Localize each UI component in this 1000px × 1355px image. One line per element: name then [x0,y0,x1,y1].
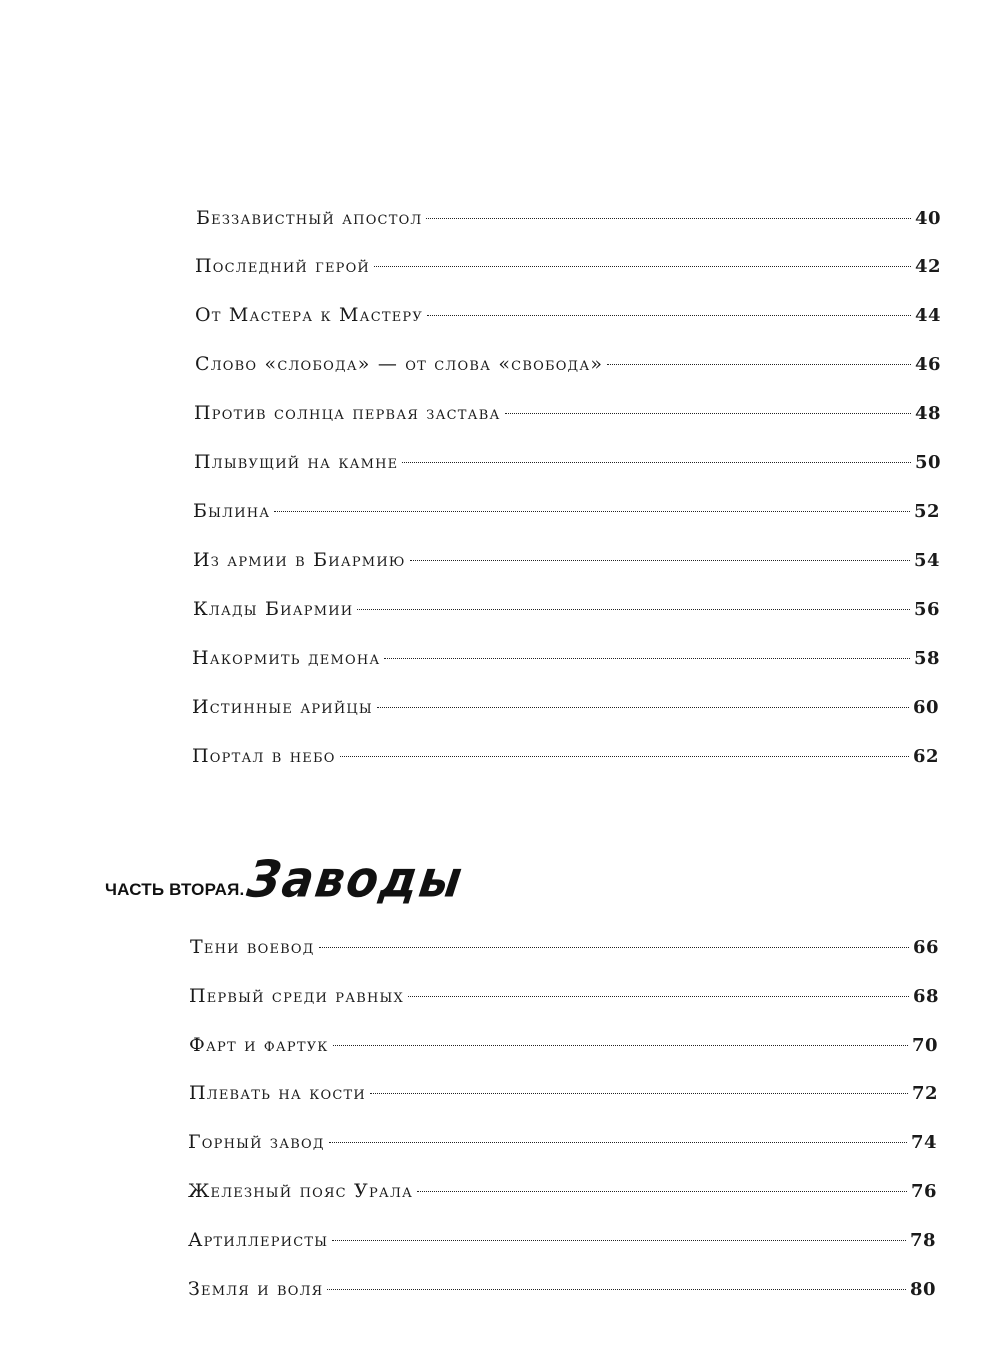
toc-entry[interactable] [188,1127,937,1157]
dot-leader [377,707,909,708]
toc-entry[interactable] [194,398,941,428]
toc-entry[interactable] [194,447,941,477]
toc-entry-title: Плевать на кости [189,1082,366,1104]
dot-leader [340,756,909,757]
toc-entry-title: Из армии в Биармию [193,549,406,571]
toc-entry[interactable] [192,741,939,771]
toc-entry-title: Былина [193,500,271,522]
dot-leader [607,364,911,365]
dot-leader [384,658,910,659]
toc-entry-page: 56 [913,599,940,620]
toc-entry-page: 50 [914,452,941,473]
toc-entry[interactable] [188,1225,936,1255]
toc-entry-page: 80 [909,1279,936,1300]
toc-entry-page: 52 [913,501,940,522]
toc-entry-title: Против солнца первая застава [194,402,501,424]
toc-entry[interactable] [192,643,940,673]
toc-entry[interactable] [189,1078,938,1108]
toc-entry-title: Земля и воля [188,1278,324,1300]
toc-entry-page: 46 [914,354,941,375]
toc-entry[interactable] [195,251,941,281]
toc-entry-page: 66 [912,937,939,958]
toc-entry-page: 70 [911,1035,938,1056]
part-heading [105,849,468,909]
toc-entry[interactable] [193,545,940,575]
toc-entry-title: Накормить демона [192,647,381,669]
toc-entry[interactable] [192,692,939,722]
toc-entry-title: Беззавистный апостол [196,207,423,229]
toc-entry[interactable] [193,594,940,624]
dot-leader [417,1191,907,1192]
toc-entry-page: 42 [914,256,941,277]
toc-entry-title: Портал в небо [192,745,336,767]
toc-entry[interactable] [188,1176,937,1206]
part-title: Заводы [244,849,468,909]
toc-entry-title: Артиллеристы [188,1229,329,1251]
toc-entry-page: 72 [911,1083,938,1104]
toc-entry-page: 68 [912,986,939,1007]
toc-entry-page: 74 [910,1132,937,1153]
toc-entry-title: Тени воевод [190,936,315,958]
dot-leader [333,1045,908,1046]
toc-entry[interactable] [190,932,939,962]
toc-entry[interactable] [188,1274,936,1304]
toc-entry-title: Железный пояс Урала [188,1180,414,1202]
toc-entry[interactable] [195,300,941,330]
part-label: ЧАСТЬ ВТОРАЯ. [105,880,245,899]
toc-entry[interactable] [196,203,941,233]
toc-entry[interactable] [189,981,939,1011]
toc-entry-title: Фарт и фартук [189,1034,329,1056]
toc-entry-page: 78 [909,1230,936,1251]
toc-entry-title: Последний герой [195,255,370,277]
dot-leader [329,1142,907,1143]
toc-entry-title: От Мастера к Мастеру [195,304,423,326]
toc-entry-page: 40 [914,208,941,229]
toc-entry-page: 44 [914,305,941,326]
toc-entry-title: Первый среди равных [189,985,404,1007]
toc-entry[interactable] [189,1030,938,1060]
dot-leader [427,315,911,316]
toc-entry-title: Слово «слобода» — от слова «свобода» [195,353,604,375]
toc-entry-title: Истинные арийцы [192,696,373,718]
dot-leader [274,511,910,512]
toc-entry-page: 76 [910,1181,937,1202]
dot-leader [374,266,911,267]
toc-entry[interactable] [195,349,941,379]
toc-entry-title: Плывущий на камне [194,451,399,473]
dot-leader [426,218,910,219]
toc-entry-page: 48 [914,403,941,424]
toc-entry-page: 60 [912,697,939,718]
dot-leader [332,1240,906,1241]
toc-entry-page: 62 [912,746,939,767]
dot-leader [327,1289,906,1290]
dot-leader [357,609,910,610]
dot-leader [505,413,911,414]
toc-entry-page: 54 [913,550,940,571]
toc-entry-page: 58 [913,648,940,669]
dot-leader [410,560,910,561]
dot-leader [408,996,909,997]
dot-leader [370,1093,908,1094]
toc-entry-title: Клады Биармии [193,598,354,620]
toc-entry-title: Горный завод [188,1131,325,1153]
dot-leader [319,947,909,948]
toc-entry[interactable] [193,496,940,526]
dot-leader [402,462,911,463]
